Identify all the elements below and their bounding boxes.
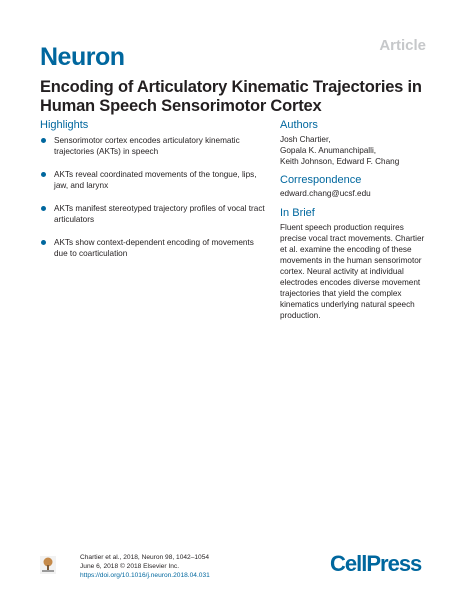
date-copyright-line: June 6, 2018 © 2018 Elsevier Inc. (80, 563, 180, 570)
bullet-icon (41, 138, 46, 143)
article-type-label: Article (379, 37, 426, 54)
citation-block (80, 553, 210, 580)
highlight-text: Sensorimotor cortex encodes articulatory kinematic trajectories (AKTs) in speech (54, 136, 240, 156)
highlight-item (40, 135, 268, 157)
bullet-icon (41, 172, 46, 177)
article-title-line-2: Human Speech Sensorimotor Cortex (40, 97, 322, 115)
highlight-text: AKTs manifest stereotyped trajectory profiles of vocal tract articulators (54, 204, 265, 224)
elsevier-tree-icon (40, 556, 56, 574)
in-brief-heading: In Brief (280, 207, 315, 219)
article-title (40, 78, 440, 116)
authors-heading: Authors (280, 119, 318, 131)
bullet-icon (41, 206, 46, 211)
in-brief-text: Fluent speech production requires precise vocal tract movements. Chartier et al. examine the encoding of these movements in the human sensorimotor cortex. Neural activity at individual electrodes encodes diverse movement trajectories that yield the complex kinematics underlying natural speech production. (280, 223, 425, 320)
highlight-text: AKTs show context-dependent encoding of movements due to coarticulation (54, 238, 254, 258)
citation-line: Chartier et al., 2018, Neuron 98, 1042–1054 (80, 554, 210, 561)
journal-name: Neuron (40, 43, 125, 71)
doi-link[interactable]: https://doi.org/10.1016/j.neuron.2018.04.031 (80, 572, 210, 579)
author-line: Keith Johnson, Edward F. Chang (280, 157, 400, 166)
correspondence-heading: Correspondence (280, 174, 362, 186)
highlight-item (40, 203, 268, 225)
author-line: Josh Chartier, (280, 135, 331, 144)
highlights-heading: Highlights (40, 119, 89, 131)
cellpress-logo-text: CellPress (330, 551, 422, 576)
cellpress-logo (330, 553, 421, 575)
highlight-text: AKTs reveal coordinated movements of the tongue, lips, jaw, and larynx (54, 170, 257, 190)
correspondence-email[interactable]: edward.chang@ucsf.edu (280, 189, 371, 198)
highlights-list (40, 135, 268, 271)
authors-list (280, 134, 399, 167)
bullet-icon (41, 240, 46, 245)
highlight-item (40, 237, 268, 259)
highlight-item (40, 169, 268, 191)
author-line: Gopala K. Anumanchipalli, (280, 146, 377, 155)
article-title-line-1: Encoding of Articulatory Kinematic Trajectories in (40, 78, 422, 96)
